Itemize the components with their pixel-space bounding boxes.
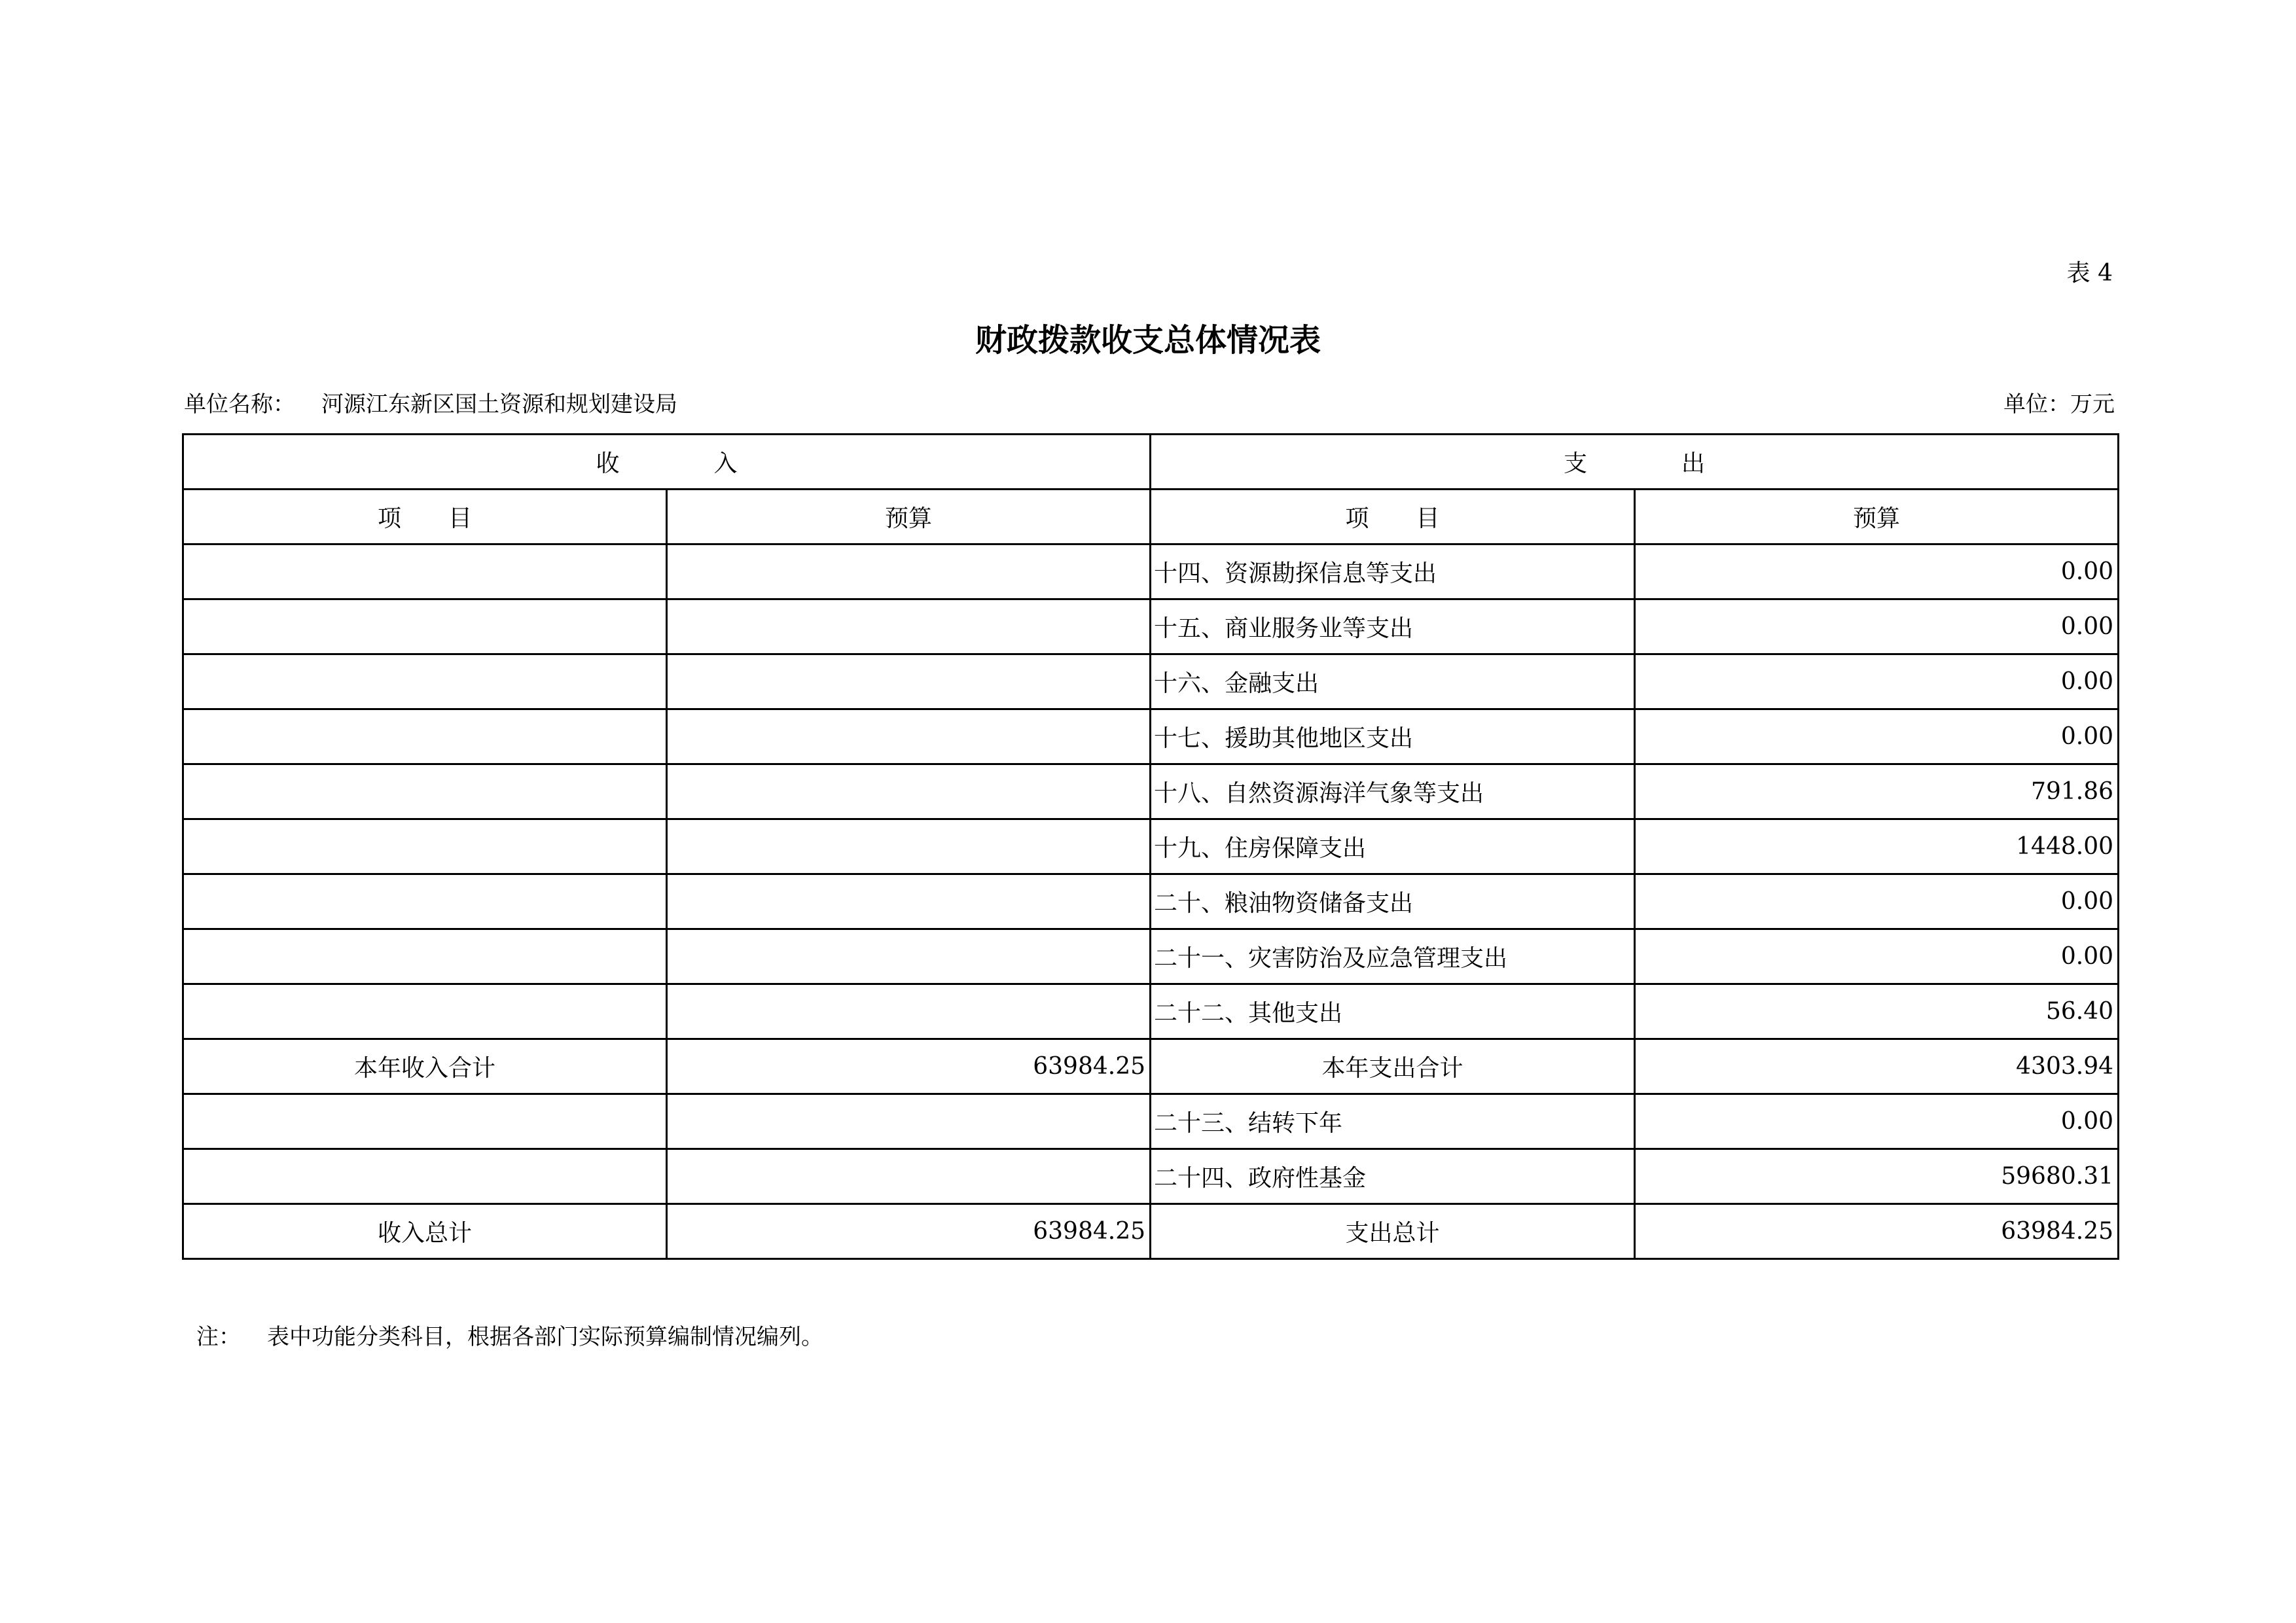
income-grand-total-value: 63984.25: [667, 1204, 1151, 1259]
expense-budget-cell: 56.40: [1635, 984, 2119, 1039]
income-budget-cell: [667, 654, 1151, 709]
income-budget-cell: [667, 544, 1151, 599]
page-title: 财政拨款收支总体情况表: [975, 322, 1321, 359]
expense-item-cell: 十六、金融支出: [1151, 654, 1635, 709]
expense-budget-cell: 0.00: [1635, 654, 2119, 709]
income-item-cell: [183, 929, 667, 984]
unit-info-row: [184, 389, 2115, 419]
expense-item-cell: 二十二、其他支出: [1151, 984, 1635, 1039]
year-expense-total-label: 本年支出合计: [1151, 1039, 1635, 1094]
section-header-row: [183, 435, 2119, 490]
income-budget-cell: [667, 1149, 1151, 1204]
footnote: [196, 1322, 823, 1352]
income-item-cell: [183, 599, 667, 654]
table-number: 表 4: [2066, 260, 2113, 287]
income-budget-cell: [667, 599, 1151, 654]
table-row: [183, 819, 2119, 874]
table-row: [183, 1094, 2119, 1149]
expense-budget-cell: 0.00: [1635, 929, 2119, 984]
table-row: [183, 1149, 2119, 1204]
expense-budget-cell: 59680.31: [1635, 1149, 2119, 1204]
expense-budget-cell: 791.86: [1635, 764, 2119, 819]
income-budget-cell: [667, 764, 1151, 819]
expense-budget-header: 预算: [1635, 490, 2119, 544]
income-grand-total-label: 收入总计: [183, 1204, 667, 1259]
expense-item-cell: 十五、商业服务业等支出: [1151, 599, 1635, 654]
expense-item-cell: 二十一、灾害防治及应急管理支出: [1151, 929, 1635, 984]
table-row: [183, 654, 2119, 709]
income-item-cell: [183, 1094, 667, 1149]
expense-item-cell: 二十三、结转下年: [1151, 1094, 1635, 1149]
expense-item-cell: 十九、住房保障支出: [1151, 819, 1635, 874]
table-row: [183, 984, 2119, 1039]
income-budget-cell: [667, 1094, 1151, 1149]
income-budget-cell: [667, 984, 1151, 1039]
expense-item-cell: 二十、粮油物资储备支出: [1151, 874, 1635, 929]
expense-budget-cell: 0.00: [1635, 544, 2119, 599]
income-item-cell: [183, 1149, 667, 1204]
income-section-header: 收 入: [183, 435, 1151, 490]
table-row: [183, 929, 2119, 984]
year-total-row: [183, 1039, 2119, 1094]
unit-of-measure: 单位：万元: [2003, 391, 2115, 418]
expense-item-cell: 十四、资源勘探信息等支出: [1151, 544, 1635, 599]
income-item-cell: [183, 764, 667, 819]
expense-budget-cell: 0.00: [1635, 874, 2119, 929]
income-budget-cell: [667, 819, 1151, 874]
income-item-cell: [183, 709, 667, 764]
income-budget-cell: [667, 929, 1151, 984]
expense-budget-cell: 0.00: [1635, 1094, 2119, 1149]
unit-name-label: 单位名称：: [184, 391, 295, 418]
expense-item-header: 项 目: [1151, 490, 1635, 544]
expense-grand-total-label: 支出总计: [1151, 1204, 1635, 1259]
income-budget-cell: [667, 874, 1151, 929]
income-item-cell: [183, 544, 667, 599]
footnote-text: 表中功能分类科目，根据各部门实际预算编制情况编列。: [267, 1324, 823, 1350]
footnote-label: 注：: [196, 1324, 241, 1350]
expense-section-header: 支 出: [1151, 435, 2119, 490]
year-expense-total-value: 4303.94: [1635, 1039, 2119, 1094]
table-row: [183, 874, 2119, 929]
expense-budget-cell: 0.00: [1635, 599, 2119, 654]
expense-grand-total-value: 63984.25: [1635, 1204, 2119, 1259]
year-income-total-label: 本年收入合计: [183, 1039, 667, 1094]
expense-item-cell: 二十四、政府性基金: [1151, 1149, 1635, 1204]
budget-table: [182, 433, 2119, 1260]
income-item-cell: [183, 654, 667, 709]
income-item-header: 项 目: [183, 490, 667, 544]
table-row: [183, 544, 2119, 599]
unit-name-value: 河源江东新区国土资源和规划建设局: [321, 391, 677, 418]
expense-budget-cell: 1448.00: [1635, 819, 2119, 874]
expense-budget-cell: 0.00: [1635, 709, 2119, 764]
table-row: [183, 599, 2119, 654]
expense-item-cell: 十八、自然资源海洋气象等支出: [1151, 764, 1635, 819]
grand-total-row: [183, 1204, 2119, 1259]
table-row: [183, 764, 2119, 819]
year-income-total-value: 63984.25: [667, 1039, 1151, 1094]
income-item-cell: [183, 819, 667, 874]
expense-item-cell: 十七、援助其他地区支出: [1151, 709, 1635, 764]
income-budget-cell: [667, 709, 1151, 764]
income-item-cell: [183, 874, 667, 929]
table-row: [183, 709, 2119, 764]
income-budget-header: 预算: [667, 490, 1151, 544]
income-item-cell: [183, 984, 667, 1039]
column-header-row: [183, 490, 2119, 544]
